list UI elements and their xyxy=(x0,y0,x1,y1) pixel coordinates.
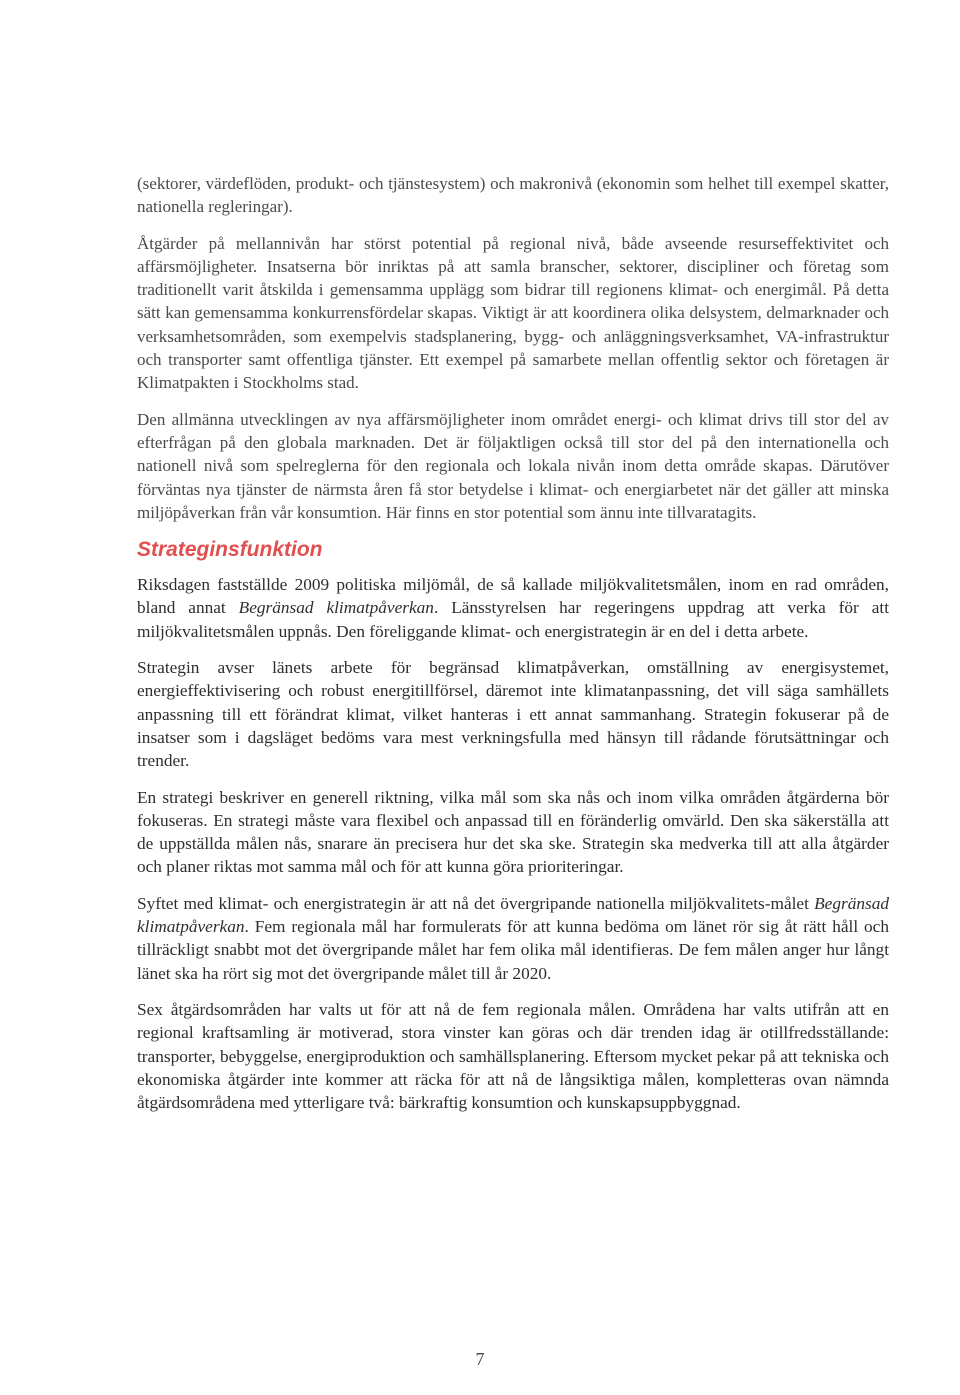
paragraph-continuation: (sektorer, värdeflöden, produkt- och tjänstesystem) och makronivå (ekonomin som helhet till exempel skatter, nationella regleringar). xyxy=(137,174,889,217)
italic-term: Begränsad klimatpåverkan xyxy=(137,893,889,937)
page-content xyxy=(137,172,889,1127)
section-paragraph-miljomal xyxy=(137,573,889,643)
paragraph-text: . Länsstyrelsen har regeringens uppdrag att verka för att miljökvalitetsmålen uppnås. Den föreliggande klimat- och energistrategin är en del i detta arbete. xyxy=(137,598,889,641)
italic-term: Begränsad klimatpåverkan xyxy=(238,598,434,618)
paragraph-text: Riksdagen fastställde 2009 politiska miljömål, de så kallade miljökvalitetsmålen, inom en rad områden, bland annat xyxy=(137,575,889,618)
page-number: 7 xyxy=(475,1349,485,1369)
paragraph-affarsmojligheter: Den allmänna utvecklingen av nya affärsmöjligheter inom området energi- och klimat drivs till stor del av efterfrågan på den globala marknaden. Det är följaktligen också till stor del på den internationella och nationell nivå som spelreglerna för den regionala och lokala nivån inom detta område skapas. Därutöver förväntas nya tjänster de närmsta åren få stor betydelse i klimat- och energiarbetet när det gäller att minska miljöpåverkan från vår konsumtion. Här finns en stor potential som ännu inte tillvaratagits. xyxy=(137,409,889,522)
paragraph-mellanniva: Åtgärder på mellannivån har störst potential på regional nivå, både avseende resurseffektivitet och affärsmöjligheter. Insatserna bör inriktas på att samla branscher, sektorer, discipliner och företag som traditionellt varit åtskilda i gemensamma upplägg som bidrar till regionens klimat- och energimål. På detta sätt kan gemensamma konkurrensfördelar skapas. Viktigt är att koordinera olika delsystem, delmarknader och verksamhetsområden, som exempelvis stadsplanering, bygg- och anläggningsverksamhet, VA-infrastruktur och transporter samt offentliga tjänster. Ett exempel på samarbete mellan offentlig sektor och företagen är Klimatpakten i Stockholms stad. xyxy=(137,233,889,393)
section-paragraph-atgardsomraden: Sex åtgärdsområden har valts ut för att nå de fem regionala målen. Områdena har valts utifrån att en regional kraftsamling är motiverad, stora vinster kan göras och där trenden idag är otillfredsställande: transporter, bebyggelse, energiproduktion och samhällsplanering. Eftersom mycket pekar på att tekniska och ekonomiska åtgärder inte kommer att räcka för att nå de långsiktiga målen, kompletteras ovan nämnda åtgärdsområdena med ytterligare två: bärkraftig konsumtion och kunskapsuppbyggnad. xyxy=(137,999,889,1113)
paragraph-text: . Fem regionala mål har formulerats för att kunna bedöma om länet rör sig åt rätt håll och tillräckligt snabbt mot det övergripande målet har fem olika mål identifieras. De fem målen anger hur långt länet ska ha rört sig mot det övergripande målet till år 2020. xyxy=(137,917,889,983)
section-paragraph-syfte xyxy=(137,892,889,985)
section-paragraph-omfattning: Strategin avser länets arbete för begränsad klimatpåverkan, omställning av energisystemet, energieffektivisering och robust energitillförsel, däremot inte klimatanpassning, det vill säga samhällets anpassning till ett förändrat klimat, vilket hanteras i ett annat sammanhang. Strategin fokuserar på de insatser som i dagsläget bedöms vara mest verkningsfulla med hänsyn till rådande förutsättningar och trender. xyxy=(137,658,889,771)
section-paragraph-strategi: En strategi beskriver en generell riktning, vilka mål som ska nås och inom vilka områden åtgärderna bör fokuseras. En strategi måste vara flexibel och anpassad till en föränderlig omvärld. Den ska säkerställa att de uppställda målen nås, snarare än precisera hur det ska ske. Strategin ska medverka till att alla åtgärder och planer riktas mot samma mål och för att kunna göra prioriteringar. xyxy=(137,787,889,877)
paragraph-text: Syftet med klimat- och energistrategin är att nå det övergripande nationella miljökvalitets-målet xyxy=(137,893,815,913)
section-heading: Strateginsfunktion xyxy=(137,538,323,562)
